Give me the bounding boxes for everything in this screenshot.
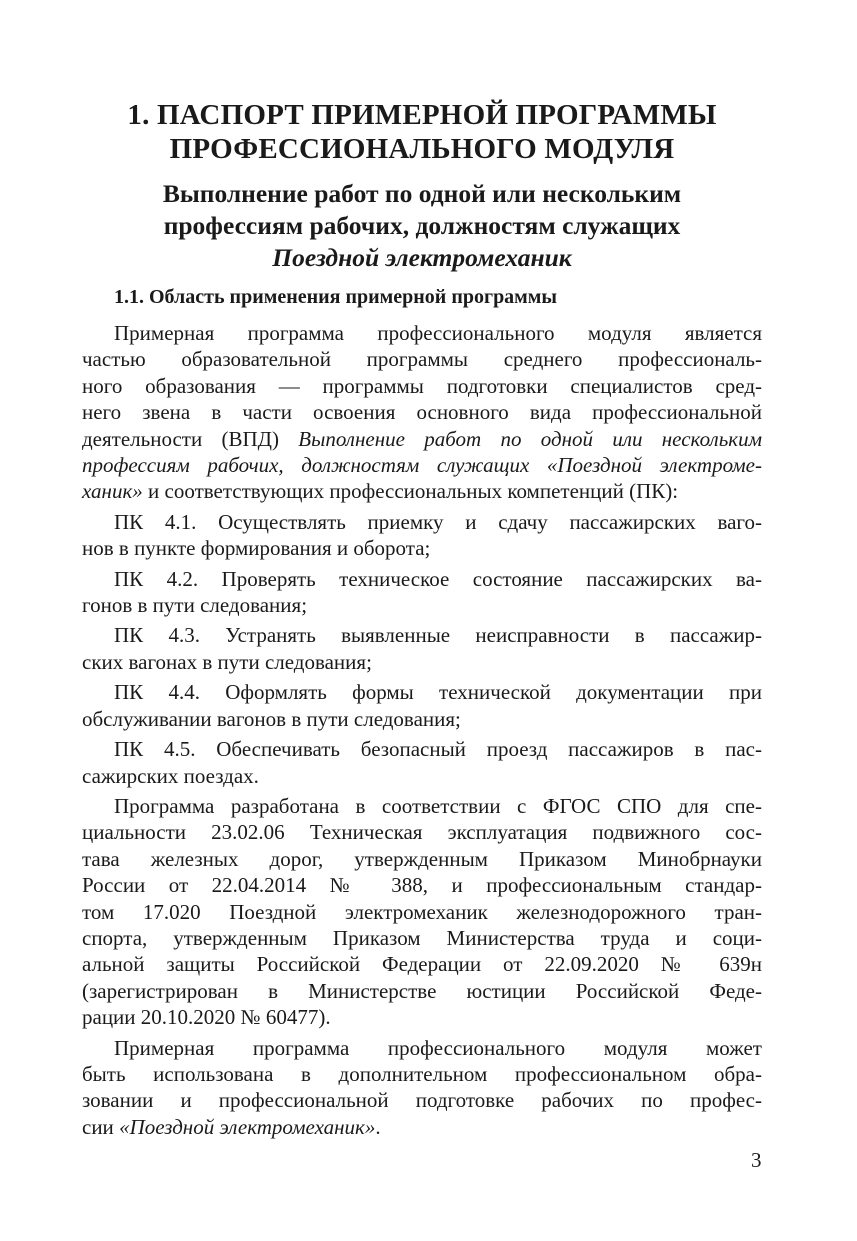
subheading-line-2: профессиям рабочих, должностям служащих [163, 211, 681, 240]
text-line: том 17.020 Поездной электромеханик железнодорожного тран- [82, 899, 762, 924]
text-line: быть использована в дополнительном профессиональном обра- [82, 1061, 762, 1086]
text-line: гонов в пути следования; [82, 593, 308, 618]
text-line [82, 1114, 762, 1140]
competency-pk-4-3 [82, 622, 762, 675]
text-segment: . [375, 1114, 381, 1139]
text-line: ПК 4.5. Обеспечивать безопасный проезд пассажиров в пас- [114, 737, 762, 762]
text-line: зовании и профессиональной подготовке рабочих по профес- [82, 1088, 762, 1113]
page-content [82, 98, 762, 1144]
section-title: 1.1. Область применения примерной программы [114, 286, 558, 308]
text-line: обслуживании вагонов в пути следования; [82, 706, 461, 731]
italic-segment: ханик» [82, 479, 143, 504]
text-line: частью образовательной программы среднего профессиональ- [82, 347, 762, 372]
text-line: рации 20.10.2020 № 60477). [82, 1005, 331, 1030]
text-line: ПК 4.4. Оформлять формы технической документации при [114, 680, 762, 705]
italic-segment: Выполнение работ по одной или нескольким [298, 426, 762, 451]
main-heading [82, 98, 762, 166]
main-heading-line-1: 1. ПАСПОРТ ПРИМЕРНОЙ ПРОГРАММЫ [127, 99, 717, 131]
text-line: (зарегистрирован в Министерстве юстиции Российской Феде- [82, 978, 762, 1003]
text-segment: сии [82, 1114, 120, 1139]
text-line: Примерная программа профессионального модуля является [114, 321, 762, 345]
subheading-profession: Поездной электромеханик [272, 243, 572, 272]
text-line: профессиям рабочих, должностям служащих «Поездной электроме- [82, 453, 762, 478]
text-line: ских вагонах в пути следования; [82, 649, 372, 674]
text-line: сажирских поездах. [82, 763, 259, 788]
text-line [82, 478, 762, 504]
text-line: ПК 4.1. Осуществлять приемку и сдачу пассажирских ваго- [114, 509, 762, 534]
text-line: нов в пункте формирования и оборота; [82, 536, 431, 561]
text-line: ПК 4.2. Проверять техническое состояние пассажирских ва- [114, 566, 762, 591]
competency-pk-4-2 [82, 566, 762, 619]
paragraph-usage [82, 1035, 762, 1141]
paragraph-standard [82, 793, 762, 1031]
text-line: Программа разработана в соответствии с ФГОС СПО для спе- [114, 793, 762, 818]
text-line: тава железных дорог, утвержденным Приказом Минобрнауки [82, 846, 762, 871]
text-line: Примерная программа профессионального модуля может [114, 1035, 762, 1060]
main-heading-line-2: ПРОФЕССИОНАЛЬНОГО МОДУЛЯ [169, 133, 675, 165]
text-line: ного образования — программы подготовки специалистов сред- [82, 373, 762, 398]
text-line: него звена в части освоения основного вида профессиональной [82, 400, 762, 425]
subheading-line-1: Выполнение работ по одной или нескольким [162, 179, 682, 208]
paragraph-intro [82, 320, 762, 505]
text-line: России от 22.04.2014 № 388, и профессиональным стандар- [82, 873, 762, 898]
italic-segment: «Поездной электромеханик» [119, 1114, 376, 1139]
page-number: 3 [751, 1148, 762, 1172]
competency-pk-4-5 [82, 736, 762, 789]
body-text [82, 320, 762, 1140]
competency-pk-4-4 [82, 679, 762, 732]
text-segment: деятельности (ВПД) [82, 426, 299, 451]
text-line: циальности 23.02.06 Техническая эксплуатация подвижного сос- [82, 820, 762, 845]
subheading [82, 178, 762, 274]
text-line: ПК 4.3. Устранять выявленные неисправности в пассажир- [114, 623, 762, 648]
text-segment: и соответствующих профессиональных компетенций (ПК): [142, 479, 679, 504]
text-line: альной защиты Российской Федерации от 22.09.2020 № 639н [82, 952, 762, 977]
text-line: спорта, утвержденным Приказом Министерства труда и соци- [82, 925, 762, 950]
text-line [82, 426, 762, 452]
competency-pk-4-1 [82, 509, 762, 562]
